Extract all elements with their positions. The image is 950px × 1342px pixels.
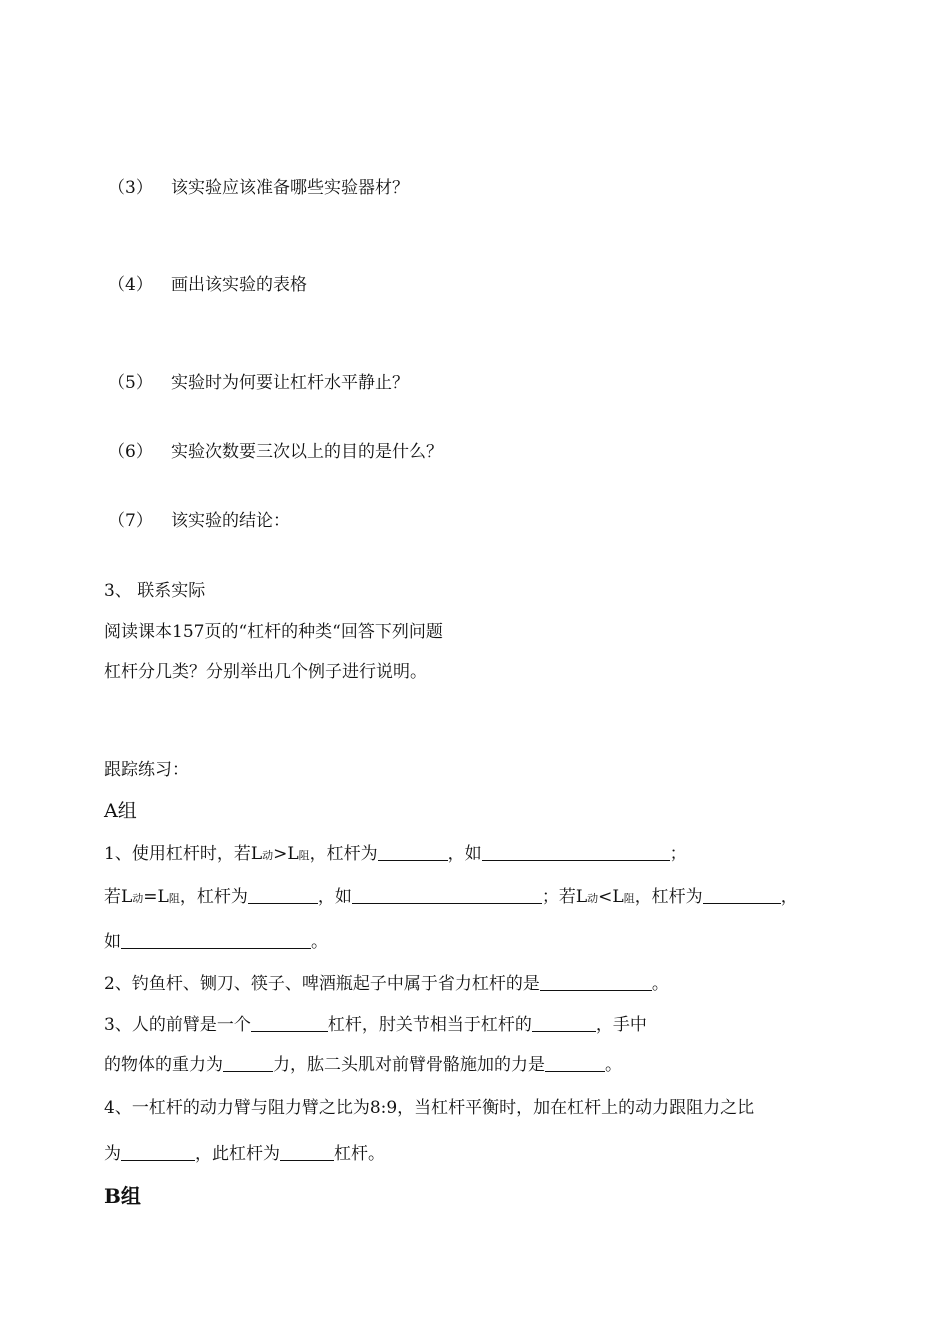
question-3: （3） 该实验应该准备哪些实验器材？ — [108, 178, 409, 198]
blank[interactable] — [352, 885, 542, 904]
section-3-line-2: 杠杆分几类？分别举出几个例子进行说明。 — [104, 662, 427, 682]
question-7: （7） 该实验的结论： — [108, 511, 290, 531]
group-a-heading: A组 — [104, 800, 137, 822]
exercise-4-line-2: 为 ，此杠杆为 杠杆。 — [104, 1144, 385, 1164]
exercise-1-line-1: 1、使用杠杆时，若L动>L阻，杠杆为 ，如 ； — [104, 844, 687, 864]
blank[interactable] — [532, 1013, 596, 1032]
blank[interactable] — [482, 842, 670, 861]
exercise-1-line-2: 若L动=L阻，杠杆为 ，如 ；若L动<L阻，杠杆为 ， — [104, 887, 798, 907]
section-3-line-1: 阅读课本157页的“杠杆的种类“回答下列问题 — [104, 622, 443, 642]
practice-heading: 跟踪练习： — [104, 760, 189, 780]
exercise-1-line-3: 如 。 — [104, 932, 328, 952]
blank[interactable] — [121, 930, 311, 949]
exercise-3-line-2: 的物体的重力为 力，肱二头肌对前臂骨骼施加的力是 。 — [104, 1055, 622, 1075]
blank[interactable] — [545, 1053, 605, 1072]
blank[interactable] — [223, 1053, 273, 1072]
blank[interactable] — [540, 972, 652, 991]
blank[interactable] — [248, 885, 318, 904]
blank[interactable] — [703, 885, 781, 904]
group-b-heading: B组 — [104, 1184, 141, 1208]
blank[interactable] — [280, 1142, 334, 1161]
blank[interactable] — [251, 1013, 328, 1032]
blank[interactable] — [121, 1142, 195, 1161]
exercise-2: 2、钓鱼杆、铡刀、筷子、啤酒瓶起子中属于省力杠杆的是 。 — [104, 974, 669, 994]
blank[interactable] — [378, 842, 448, 861]
question-6: （6） 实验次数要三次以上的目的是什么？ — [108, 442, 443, 462]
section-3-heading: 3、 联系实际 — [104, 581, 206, 601]
question-4: （4） 画出该实验的表格 — [108, 275, 307, 295]
question-5: （5） 实验时为何要让杠杆水平静止？ — [108, 373, 409, 393]
exercise-4-line-1: 4、一杠杆的动力臂与阻力臂之比为8:9，当杠杆平衡时，加在杠杆上的动力跟阻力之比 — [104, 1098, 755, 1118]
exercise-3-line-1: 3、人的前臂是一个 杠杆，肘关节相当于杠杆的 ，手中 — [104, 1015, 647, 1035]
